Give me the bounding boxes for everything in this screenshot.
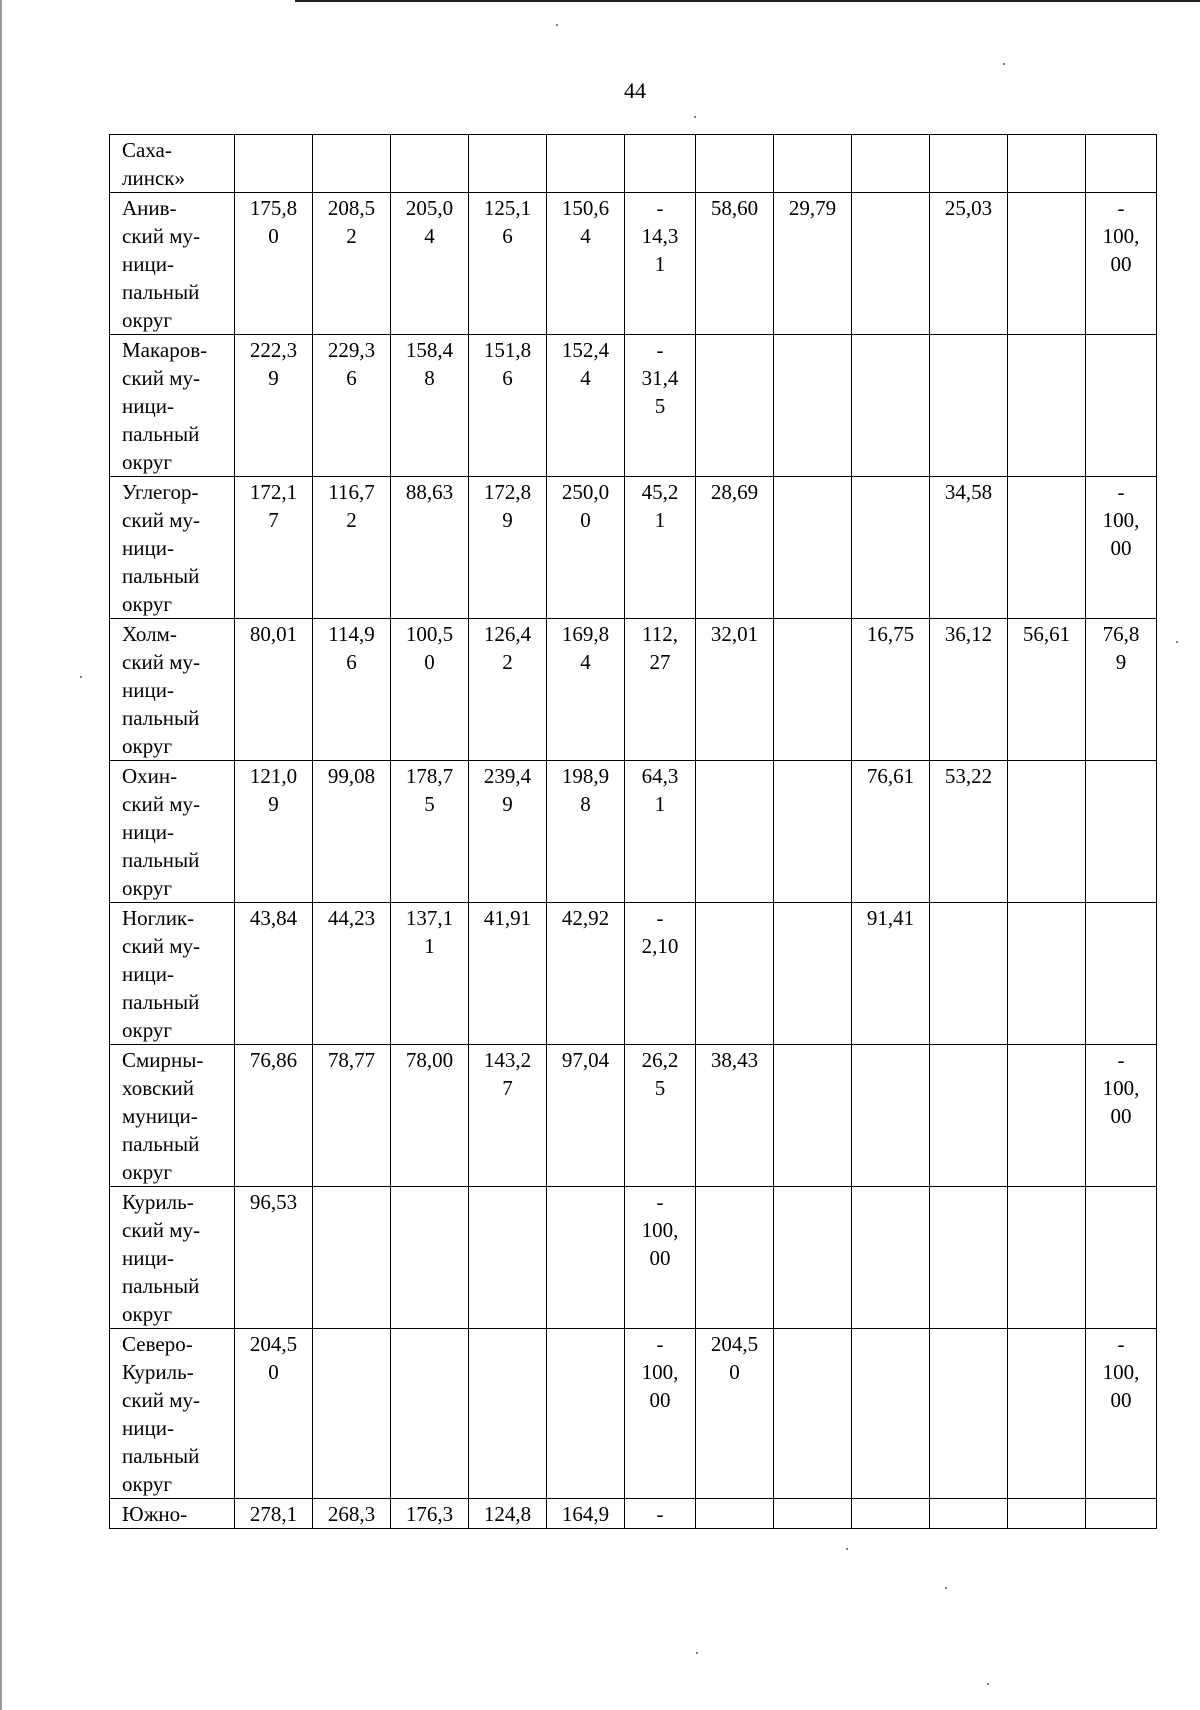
value-cell [1086, 135, 1157, 193]
value-text: - 14,3 1 [641, 196, 679, 276]
value-cell [547, 903, 625, 1045]
value-text: 268,3 [327, 1502, 376, 1526]
value-text: 99,08 [327, 764, 376, 788]
value-cell [391, 335, 469, 477]
table-row [110, 1329, 1157, 1499]
value-cell [774, 761, 852, 903]
value-text: 58,60 [710, 196, 759, 220]
municipality-name: Ноглик- ский му- ници- пальный округ [122, 906, 201, 1042]
value-text: 36,12 [944, 622, 993, 646]
value-text: 250,0 0 [561, 480, 610, 532]
value-cell [391, 1045, 469, 1187]
value-cell [625, 619, 696, 761]
value-cell [1086, 1329, 1157, 1499]
value-text: 175,8 0 [249, 196, 298, 248]
value-text: 78,00 [405, 1048, 454, 1072]
value-cell [625, 1187, 696, 1329]
value-text: 239,4 9 [483, 764, 532, 816]
value-cell [625, 1045, 696, 1187]
value-text: 38,43 [710, 1048, 759, 1072]
value-text: 164,9 [561, 1502, 610, 1526]
value-cell [1008, 193, 1086, 335]
value-text: 43,84 [249, 906, 298, 930]
value-cell [313, 619, 391, 761]
value-text: 151,8 6 [483, 338, 532, 390]
municipality-name-cell [110, 335, 235, 477]
municipality-name-cell [110, 1187, 235, 1329]
value-cell [930, 761, 1008, 903]
table-row [110, 477, 1157, 619]
value-text: 176,3 [405, 1502, 454, 1526]
value-cell [235, 1499, 313, 1529]
value-cell [852, 903, 930, 1045]
value-cell [696, 1329, 774, 1499]
value-cell [774, 1329, 852, 1499]
value-cell [313, 903, 391, 1045]
value-cell [1008, 1499, 1086, 1529]
value-cell [625, 1499, 696, 1529]
value-cell [696, 1187, 774, 1329]
value-text: 124,8 [483, 1502, 532, 1526]
scan-speck [556, 24, 558, 26]
value-text: - 2,10 [641, 906, 679, 958]
value-cell [1008, 135, 1086, 193]
municipality-name: Макаров- ский му- ници- пальный округ [122, 338, 208, 474]
scan-speck [846, 1548, 848, 1550]
value-text: 150,6 4 [561, 196, 610, 248]
value-text: 172,1 7 [249, 480, 298, 532]
value-text: 204,5 0 [249, 1332, 298, 1384]
scan-speck [694, 116, 696, 118]
municipality-name-cell [110, 1499, 235, 1529]
value-text: 76,86 [249, 1048, 298, 1072]
value-cell [852, 1045, 930, 1187]
value-cell [313, 335, 391, 477]
municipality-name-cell [110, 135, 235, 193]
value-cell [1008, 761, 1086, 903]
value-text: 32,01 [710, 622, 759, 646]
value-cell [774, 619, 852, 761]
value-cell [774, 1187, 852, 1329]
value-text: 229,3 6 [327, 338, 376, 390]
value-cell [1086, 619, 1157, 761]
value-cell [391, 477, 469, 619]
value-cell [235, 1045, 313, 1187]
value-text: - 100, 00 [1102, 1048, 1140, 1128]
municipality-name: Куриль- ский му- ници- пальный округ [122, 1190, 201, 1326]
municipality-name: Охин- ский му- ници- пальный округ [122, 764, 201, 900]
value-cell [625, 903, 696, 1045]
value-cell [696, 1045, 774, 1187]
value-cell [1008, 619, 1086, 761]
value-cell [696, 335, 774, 477]
municipality-name-cell [110, 1329, 235, 1499]
value-cell [313, 1187, 391, 1329]
value-cell [774, 1045, 852, 1187]
value-text: 42,92 [561, 906, 610, 930]
municipality-name-cell [110, 903, 235, 1045]
value-cell [235, 193, 313, 335]
value-cell [852, 761, 930, 903]
municipality-name: Анив- ский му- ници- пальный округ [122, 196, 201, 332]
value-cell [1008, 1045, 1086, 1187]
value-cell [1086, 761, 1157, 903]
municipality-name-cell [110, 477, 235, 619]
value-text: 76,8 9 [1102, 622, 1140, 674]
value-cell [696, 903, 774, 1045]
value-cell [1008, 903, 1086, 1045]
value-cell [391, 1187, 469, 1329]
table-row [110, 619, 1157, 761]
value-cell [313, 135, 391, 193]
value-cell [625, 477, 696, 619]
value-cell [774, 335, 852, 477]
municipality-name: Углегор- ский му- ници- пальный округ [122, 480, 201, 616]
value-cell [235, 135, 313, 193]
value-text: 96,53 [249, 1190, 298, 1214]
value-cell [469, 477, 547, 619]
value-cell [391, 135, 469, 193]
table-row [110, 193, 1157, 335]
scan-speck [1176, 641, 1178, 643]
value-cell [774, 477, 852, 619]
scan-speck [80, 676, 82, 678]
value-cell [1086, 1499, 1157, 1529]
value-text: 152,4 4 [561, 338, 610, 390]
value-cell [313, 477, 391, 619]
value-text: 112, 27 [642, 622, 678, 674]
value-cell [1008, 1187, 1086, 1329]
value-text: 204,5 0 [710, 1332, 759, 1384]
municipality-name-cell [110, 619, 235, 761]
value-cell [930, 1499, 1008, 1529]
value-text: 126,4 2 [483, 622, 532, 674]
value-text: - 100, 00 [641, 1332, 679, 1412]
value-cell [547, 477, 625, 619]
value-cell [696, 477, 774, 619]
value-text: 137,1 1 [405, 906, 454, 958]
value-cell [547, 1499, 625, 1529]
value-cell [1008, 477, 1086, 619]
page-number: 44 [624, 78, 646, 103]
value-text: 143,2 7 [483, 1048, 532, 1100]
value-text: - 100, 00 [641, 1190, 679, 1270]
value-cell [696, 761, 774, 903]
value-text: 88,63 [405, 480, 454, 504]
value-text: 80,01 [249, 622, 298, 646]
value-text: 26,2 5 [641, 1048, 679, 1100]
value-cell [852, 193, 930, 335]
value-cell [930, 1187, 1008, 1329]
value-cell [469, 193, 547, 335]
value-cell [625, 135, 696, 193]
value-cell [1086, 477, 1157, 619]
value-cell [930, 135, 1008, 193]
value-cell [774, 903, 852, 1045]
value-text: 125,1 6 [483, 196, 532, 248]
value-text: 41,91 [483, 906, 532, 930]
scan-speck [945, 1587, 947, 1589]
value-cell [852, 1499, 930, 1529]
value-cell [235, 619, 313, 761]
value-cell [469, 1499, 547, 1529]
statistics-table [109, 134, 1157, 1529]
value-cell [930, 619, 1008, 761]
table-row [110, 335, 1157, 477]
value-text: 29,79 [788, 196, 837, 220]
value-cell [625, 193, 696, 335]
value-cell [547, 135, 625, 193]
value-text: 34,58 [944, 480, 993, 504]
value-cell [1086, 1045, 1157, 1187]
value-cell [1086, 335, 1157, 477]
value-text: 205,0 4 [405, 196, 454, 248]
value-text: 78,77 [327, 1048, 376, 1072]
value-text: 172,8 9 [483, 480, 532, 532]
value-cell [852, 1329, 930, 1499]
table-row [110, 761, 1157, 903]
value-cell [391, 903, 469, 1045]
value-cell [774, 193, 852, 335]
value-text: - [656, 1502, 664, 1526]
value-cell [930, 335, 1008, 477]
value-cell [235, 903, 313, 1045]
value-text: 64,3 1 [641, 764, 679, 816]
value-text: - 100, 00 [1102, 1332, 1140, 1412]
value-text: 91,41 [866, 906, 915, 930]
value-cell [235, 761, 313, 903]
value-text: - 100, 00 [1102, 480, 1140, 560]
scan-edge-top [295, 0, 1200, 2]
value-cell [235, 335, 313, 477]
value-cell [469, 903, 547, 1045]
value-cell [930, 1329, 1008, 1499]
value-text: 114,9 6 [328, 622, 375, 674]
value-cell [313, 1499, 391, 1529]
value-cell [235, 477, 313, 619]
value-cell [774, 135, 852, 193]
scan-speck [696, 1652, 698, 1654]
value-text: 76,61 [866, 764, 915, 788]
value-cell [625, 335, 696, 477]
value-text: 178,7 5 [405, 764, 454, 816]
value-cell [313, 1045, 391, 1187]
value-cell [469, 135, 547, 193]
value-text: 198,9 8 [561, 764, 610, 816]
value-cell [696, 193, 774, 335]
municipality-name: Северо- Куриль- ский му- ници- пальный округ [122, 1332, 201, 1496]
value-text: 116,7 2 [328, 480, 375, 532]
value-text: 278,1 [249, 1502, 298, 1526]
value-text: 28,69 [710, 480, 759, 504]
municipality-name-cell [110, 193, 235, 335]
value-text: - 100, 00 [1102, 196, 1140, 276]
value-text: 208,5 2 [327, 196, 376, 248]
value-cell [391, 761, 469, 903]
value-cell [852, 477, 930, 619]
value-text: - 31,4 5 [641, 338, 679, 418]
value-cell [696, 619, 774, 761]
value-cell [930, 193, 1008, 335]
value-text: 121,0 9 [249, 764, 298, 816]
value-cell [469, 1045, 547, 1187]
value-cell [1086, 903, 1157, 1045]
value-cell [852, 335, 930, 477]
value-cell [547, 1187, 625, 1329]
value-cell [547, 1045, 625, 1187]
value-text: 44,23 [327, 906, 376, 930]
table-row [110, 903, 1157, 1045]
value-cell [313, 193, 391, 335]
value-cell [469, 1187, 547, 1329]
value-cell [852, 1187, 930, 1329]
value-cell [313, 761, 391, 903]
value-text: 16,75 [866, 622, 915, 646]
value-text: 169,8 4 [561, 622, 610, 674]
value-cell [547, 761, 625, 903]
scan-speck [1003, 63, 1005, 65]
value-cell [852, 619, 930, 761]
value-text: 56,61 [1022, 622, 1071, 646]
value-cell [391, 1499, 469, 1529]
value-cell [1008, 1329, 1086, 1499]
value-cell [930, 903, 1008, 1045]
value-cell [235, 1329, 313, 1499]
value-cell [547, 193, 625, 335]
value-text: 158,4 8 [405, 338, 454, 390]
value-cell [696, 1499, 774, 1529]
table-row [110, 1499, 1157, 1529]
value-cell [469, 335, 547, 477]
value-text: 222,3 9 [249, 338, 298, 390]
value-cell [235, 1187, 313, 1329]
value-text: 97,04 [561, 1048, 610, 1072]
value-cell [469, 761, 547, 903]
value-cell [625, 1329, 696, 1499]
value-text: 100,5 0 [405, 622, 454, 674]
value-cell [930, 1045, 1008, 1187]
value-text: 25,03 [944, 196, 993, 220]
value-cell [852, 135, 930, 193]
value-cell [391, 193, 469, 335]
municipality-name: Холм- ский му- ници- пальный округ [122, 622, 201, 758]
value-text: 45,2 1 [641, 480, 679, 532]
value-cell [547, 335, 625, 477]
municipality-name: Смирны- ховский муници- пальный округ [122, 1048, 204, 1184]
value-cell [696, 135, 774, 193]
value-cell [1086, 193, 1157, 335]
table-row [110, 1187, 1157, 1329]
value-cell [469, 619, 547, 761]
value-cell [930, 477, 1008, 619]
municipality-name: Южно- [122, 1502, 188, 1526]
table-row [110, 1045, 1157, 1187]
value-cell [547, 1329, 625, 1499]
value-cell [547, 619, 625, 761]
value-cell [391, 619, 469, 761]
value-cell [1086, 1187, 1157, 1329]
scan-speck [987, 1683, 989, 1685]
scan-edge-left [0, 0, 2, 1710]
value-cell [774, 1499, 852, 1529]
value-cell [1008, 335, 1086, 477]
value-cell [391, 1329, 469, 1499]
value-cell [625, 761, 696, 903]
value-cell [469, 1329, 547, 1499]
municipality-name-cell [110, 761, 235, 903]
municipality-name: Саха- линск» [122, 138, 185, 190]
value-cell [313, 1329, 391, 1499]
municipality-name-cell [110, 1045, 235, 1187]
table-row [110, 135, 1157, 193]
value-text: 53,22 [944, 764, 993, 788]
